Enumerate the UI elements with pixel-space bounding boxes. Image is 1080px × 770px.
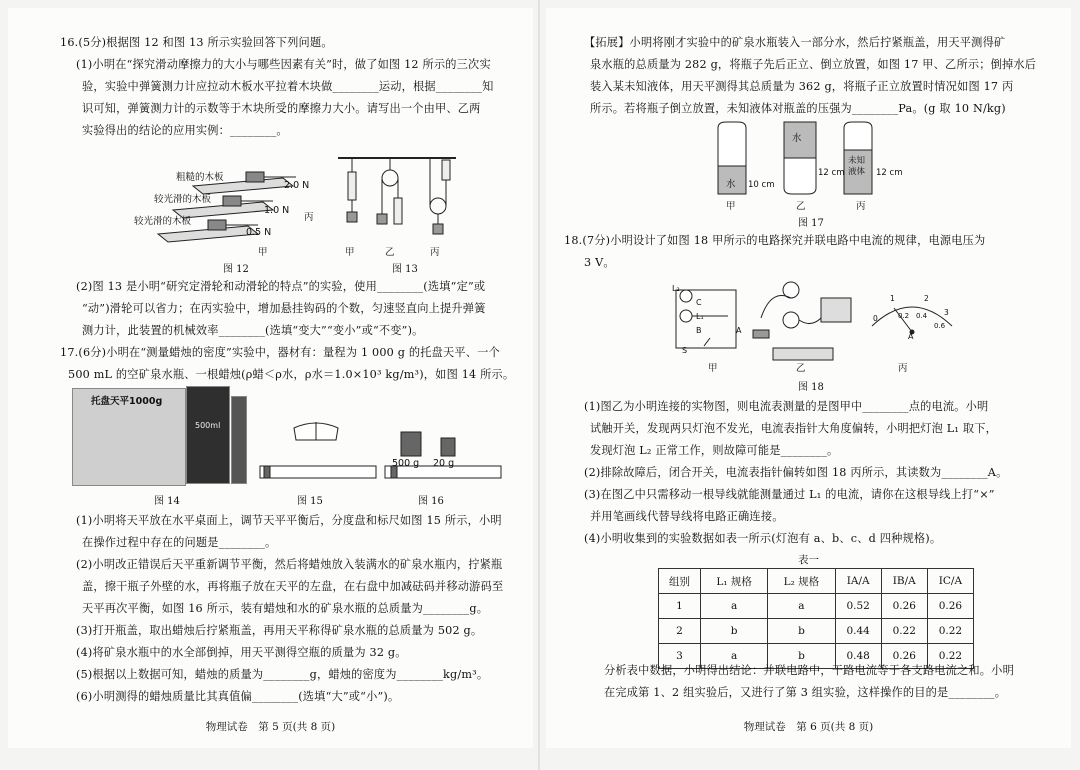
figure-part-label: 甲 <box>258 247 268 258</box>
text-line: 【拓展】小明将刚才实验中的矿泉水瓶装入一部分水，然后拧紧瓶盖，用天平测得矿 <box>584 36 1006 49</box>
table-cell: 0.48 <box>835 644 881 669</box>
figure-18-physical-circuit <box>751 278 861 366</box>
figure-15-scale <box>258 418 378 488</box>
node-label: S <box>682 346 688 355</box>
table-cell: b <box>768 619 835 644</box>
figure-12-friction <box>118 158 338 258</box>
text-line: (5)根据以上数据可知，蜡烛的质量为________g，蜡烛的密度为________kg/m³。 <box>76 668 489 681</box>
figure-17-caption: 图 17 <box>798 218 824 229</box>
page-gutter <box>538 0 540 770</box>
table-cell: a <box>700 594 767 619</box>
text-line: 装入某未知液体，用天平测得其总质量为 362 g，将瓶子正立放置时情况如图 17 丙 <box>590 80 1014 93</box>
table-cell: 3 <box>659 644 701 669</box>
balance-photo <box>72 388 186 486</box>
figure-part-label: 甲 <box>345 247 355 258</box>
text-line: (3)打开瓶盖，取出蜡烛后拧紧瓶盖，再用天平称得矿泉水瓶的总质量为 502 g。 <box>76 624 483 637</box>
text-line: 实验得出的结论的应用实例：________。 <box>82 124 288 137</box>
table-cell: 0.22 <box>927 644 973 669</box>
table-header-cell: IC/A <box>927 569 973 594</box>
figure-16-caption: 图 16 <box>418 496 444 507</box>
figure-part-label: 丙 <box>898 363 908 374</box>
table-cell: 0.26 <box>881 594 927 619</box>
text-line: “动”)滑轮可以省力；在丙实验中，增加悬挂钩码的个数，匀速竖直向上提升弹簧 <box>82 302 486 315</box>
figure-part-label: 丙 <box>856 201 866 212</box>
text-line: 并用笔画线代替导线将电路正确连接。 <box>590 510 784 523</box>
meter-tick: 3 <box>944 308 949 317</box>
text-line: (4)小明收集到的实验数据如表一所示(灯泡有 a、b、c、d 四种规格)。 <box>584 532 942 545</box>
table-header-cell: IA/A <box>835 569 881 594</box>
exam-page-5 <box>8 8 533 748</box>
figure-part-label: 乙 <box>796 201 806 212</box>
data-table <box>658 568 974 669</box>
figure-12-caption: 图 12 <box>223 264 249 275</box>
table-cell: 0.52 <box>835 594 881 619</box>
table-cell: a <box>700 644 767 669</box>
photo-title: 托盘天平1000g <box>91 396 163 407</box>
text-line: 发现灯泡 L₂ 正常工作，则故障可能是________。 <box>590 444 839 457</box>
table-header-cell: L₁ 规格 <box>700 569 767 594</box>
figure-15-caption: 图 15 <box>297 496 323 507</box>
table-cell: b <box>700 619 767 644</box>
liquid-label: 水 <box>726 179 736 190</box>
table-cell: b <box>768 644 835 669</box>
meter-tick: 2 <box>924 294 929 303</box>
figure-14-caption: 图 14 <box>154 496 180 507</box>
meter-tick: 1 <box>890 294 895 303</box>
table-cell: 1 <box>659 594 701 619</box>
table-cell: 0.22 <box>881 619 927 644</box>
page-footer: 物理试卷 第 6 页(共 8 页) <box>743 721 874 733</box>
text-line: 在完成第 1、2 组实验后，又进行了第 3 组实验，这样操作的目的是________。 <box>604 686 1007 699</box>
text-line: 所示。若将瓶子倒立放置，未知液体对瓶盖的压强为________Pa。(g 取 10 N/kg) <box>590 102 1006 115</box>
text-line: (2)排除故障后，闭合开关，电流表指针偏转如图 18 丙所示，其读数为________A。 <box>584 466 1008 479</box>
table-cell: 0.44 <box>835 619 881 644</box>
figure-part-label: 丙 <box>304 212 314 223</box>
page-footer: 物理试卷 第 5 页(共 8 页) <box>205 721 336 733</box>
meter-tick: 0 <box>873 314 878 323</box>
exam-page-6 <box>546 8 1071 748</box>
node-label: L₁ <box>696 312 704 321</box>
text-line: (2)图 13 是小明“研究定滑轮和动滑轮的特点”的实验，使用________(选填“定”或 <box>76 280 486 293</box>
candle-photo <box>231 396 247 484</box>
text-line: 盖，擦干瓶子外壁的水，再将瓶子放在天平的左盘，在右盘中加减砝码并移动游码至 <box>82 580 504 593</box>
table-title: 表一 <box>798 554 819 566</box>
figure-part-label: 乙 <box>385 247 395 258</box>
text-line: (2)小明改正错误后天平重新调节平衡，然后将蜡烛放入装满水的矿泉水瓶内，拧紧瓶 <box>76 558 503 571</box>
height-label: 12 cm <box>818 168 845 178</box>
figure-18-caption: 图 18 <box>798 382 824 393</box>
meter-unit: A <box>908 332 914 341</box>
text-line: (1)图乙为小明连接的实物图，则电流表测量的是图甲中________点的电流。小明 <box>584 400 989 413</box>
figure-17-bottles <box>706 114 896 204</box>
text-line: 在操作过程中存在的问题是________。 <box>82 536 277 549</box>
meter-tick: 0.4 <box>916 312 928 320</box>
board-label: 较光滑的木板 <box>154 194 212 205</box>
liquid-label: 水 <box>792 133 802 144</box>
figure-part-label: 甲 <box>726 201 736 212</box>
text-line: 试触开关，发现两只灯泡不发光，电流表指针大角度偏转，小明把灯泡 L₁ 取下， <box>590 422 998 435</box>
board-label: 较光滑的木板 <box>134 216 192 227</box>
node-label: C <box>696 298 702 307</box>
figure-part-label: 丙 <box>430 247 440 258</box>
text-line: (1)小明在“探究滑动摩擦力的大小与哪些因素有关”时，做了如图 12 所示的三次实 <box>76 58 491 71</box>
text-line: 识可知，弹簧测力计的示数等于木块所受的摩擦力大小。请写出一个由甲、乙两 <box>82 102 481 115</box>
table-header-cell: L₂ 规格 <box>768 569 835 594</box>
table-cell: 0.26 <box>927 594 973 619</box>
q16-heading: 16.(5分)根据图 12 和图 13 所示实验回答下列问题。 <box>60 36 333 49</box>
bottle-label: 500ml <box>195 421 221 430</box>
force-label: 1.0 N <box>264 205 290 216</box>
figure-13-pulleys <box>338 154 458 244</box>
height-label: 10 cm <box>748 180 775 190</box>
text-line: 泉水瓶的总质量为 282 g，将瓶子先后正立、倒立放置，如图 17 甲、乙所示；倒掉水后 <box>590 58 1037 71</box>
text-line: (6)小明测得的蜡烛质量比其真值偏________(选填“大”或“小”)。 <box>76 690 400 703</box>
text-line: (3)在图乙中只需移动一根导线就能测量通过 L₁ 的电流，请你在这根导线上打“×” <box>584 488 995 501</box>
figure-13-caption: 图 13 <box>392 264 418 275</box>
liquid-label: 未知 液体 <box>848 156 866 177</box>
table-row <box>659 619 974 644</box>
board-label: 粗糙的木板 <box>176 172 224 183</box>
table-cell: a <box>768 594 835 619</box>
table-header-cell: 组别 <box>659 569 701 594</box>
table-cell: 2 <box>659 619 701 644</box>
table-header-row <box>659 569 974 594</box>
figure-part-label: 甲 <box>708 363 718 374</box>
weight-label: 20 g <box>433 458 455 469</box>
text-line: 验，实验中弹簧测力计应拉动木板水平拉着木块做________运动，根据________知 <box>82 80 494 93</box>
text-line: 17.(6分)小明在“测量蜡烛的密度”实验中，器材有：量程为 1 000 g 的托盘天平、一个 <box>60 346 500 359</box>
text-line: (4)将矿泉水瓶中的水全部倒掉，用天平测得空瓶的质量为 32 g。 <box>76 646 407 659</box>
meter-tick: 0.6 <box>934 322 946 330</box>
text-line: 3 V。 <box>584 256 615 269</box>
table-header-cell: IB/A <box>881 569 927 594</box>
bottle-photo <box>186 386 230 484</box>
weight-label: 500 g <box>392 458 420 469</box>
text-line: 天平再次平衡，如图 16 所示，装有蜡烛和水的矿泉水瓶的总质量为________g。 <box>82 602 489 615</box>
force-label: 2.0 N <box>284 180 310 191</box>
node-label: A <box>736 326 742 335</box>
node-label: B <box>696 326 702 335</box>
text-line: 18.(7分)小明设计了如图 18 甲所示的电路探究并联电路中电流的规律，电源电压为 <box>564 234 986 247</box>
text-line: 分析表中数据，小明得出结论：并联电路中，干路电流等于各支路电流之和。小明 <box>604 664 1014 677</box>
force-label: 0.5 N <box>246 227 272 238</box>
meter-tick: 0.2 <box>898 312 910 320</box>
figure-16-weights <box>383 416 503 488</box>
figure-18-circuit-schematic <box>668 284 748 358</box>
table-row <box>659 594 974 619</box>
table-cell: 0.22 <box>927 619 973 644</box>
text-line: (1)小明将天平放在水平桌面上，调节天平平衡后，分度盘和标尺如图 15 所示，小明 <box>76 514 502 527</box>
node-label: L₂ <box>672 284 680 293</box>
text-line: 500 mL 的空矿泉水瓶、一根蜡烛(ρ蜡＜ρ水，ρ水＝1.0×10³ kg/m³)，如图 14 所示。 <box>68 368 515 381</box>
height-label: 12 cm <box>876 168 903 178</box>
figure-part-label: 乙 <box>796 363 806 374</box>
table-cell: 0.26 <box>881 644 927 669</box>
text-line: 测力计，此装置的机械效率________(选填“变大”“变小”或“不变”)。 <box>82 324 424 337</box>
